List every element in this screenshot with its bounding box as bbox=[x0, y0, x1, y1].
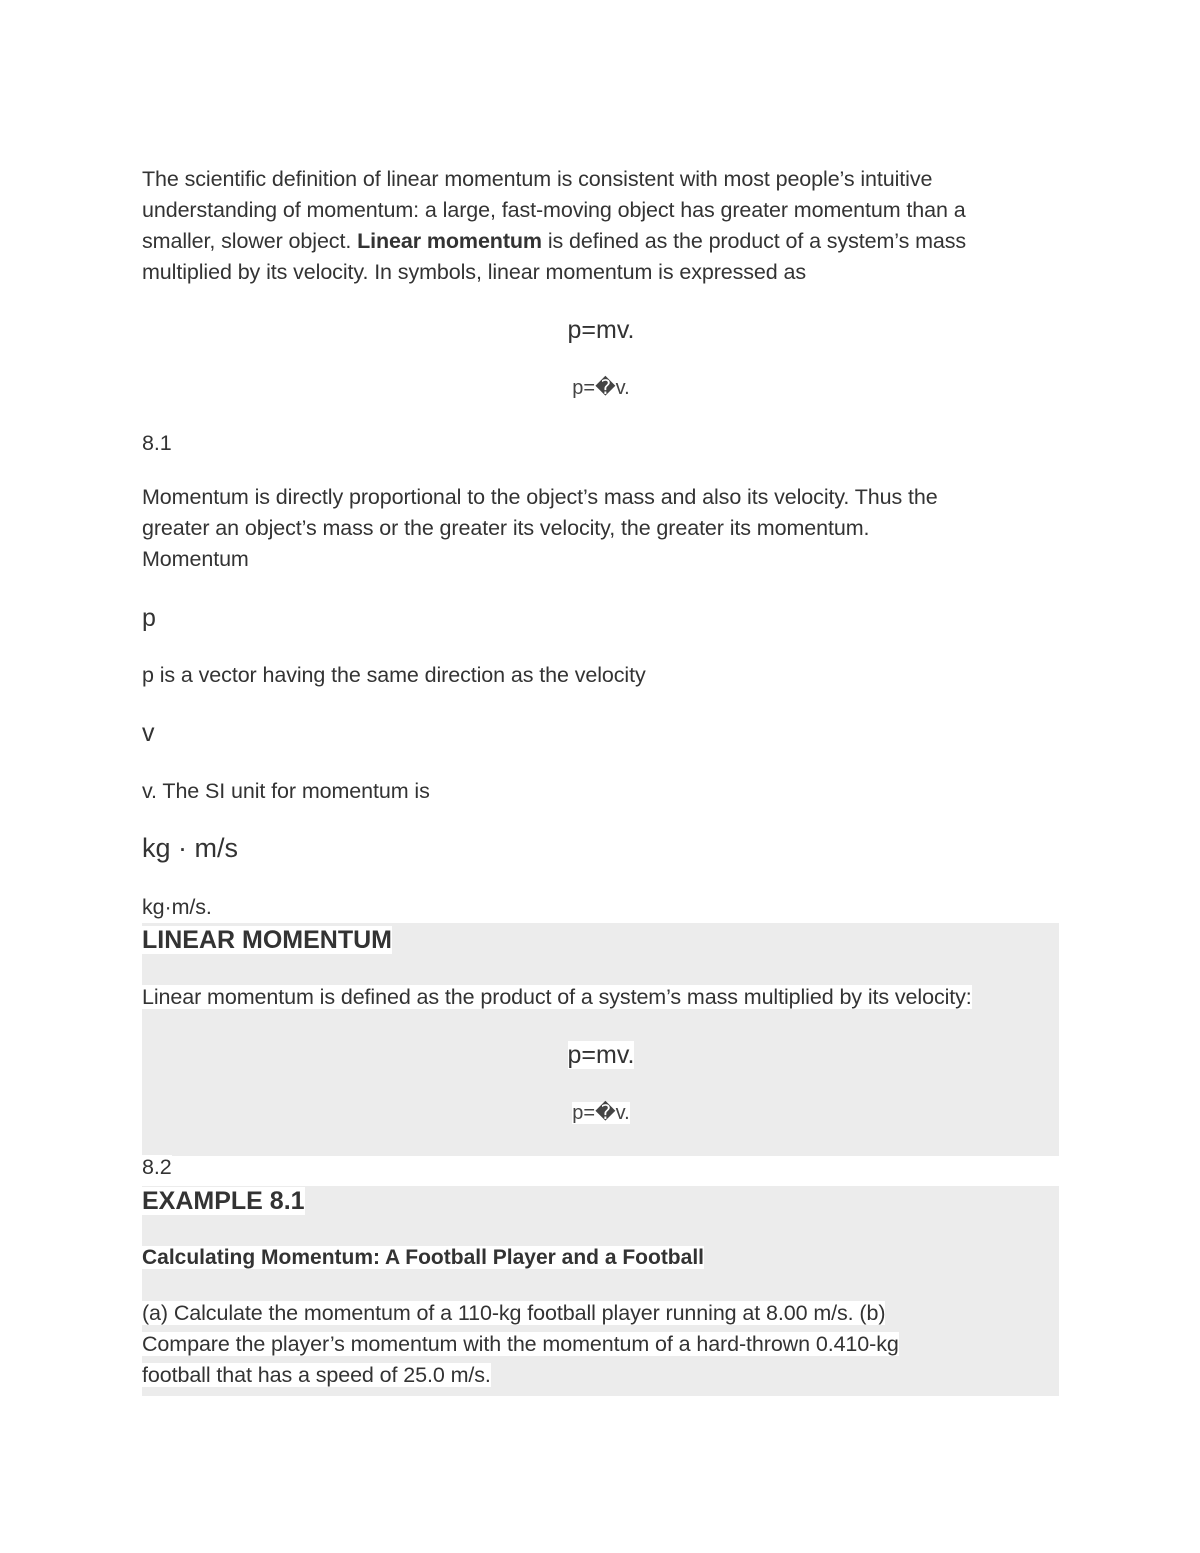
term-linear-momentum: Linear momentum bbox=[357, 229, 542, 253]
document-page bbox=[142, 0, 1060, 1553]
intro-line-3-start: smaller, slower object. bbox=[142, 229, 358, 253]
unit-text: kg·m/s. bbox=[142, 895, 212, 919]
intro-paragraph bbox=[142, 164, 966, 288]
box-equation-display-text: p=mv. bbox=[567, 1041, 635, 1069]
vector-text: p is a vector having the same direction as the velocity bbox=[142, 663, 646, 687]
example-line-3-text: football that has a speed of 25.0 m/s. bbox=[142, 1363, 491, 1387]
example-problem bbox=[142, 1298, 899, 1391]
box-heading-text: LINEAR MOMENTUM bbox=[142, 926, 392, 954]
box-heading bbox=[142, 925, 392, 955]
intro-line-2: understanding of momentum: a large, fast-moving object has greater momentum than a bbox=[142, 198, 966, 222]
example-subheading bbox=[142, 1243, 704, 1273]
momentum-line-3: Momentum bbox=[142, 547, 249, 571]
equation-display: p=mv. bbox=[567, 316, 635, 344]
box-definition-text: Linear momentum is defined as the product of a system’s mass multiplied by its velocity: bbox=[142, 985, 972, 1009]
symbol-p: p bbox=[142, 604, 156, 632]
equation-number: 8.1 bbox=[142, 431, 172, 455]
example-line-2-text: Compare the player’s momentum with the momentum of a hard-thrown 0.410-kg bbox=[142, 1332, 899, 1356]
box-equation-fallback bbox=[142, 1100, 1060, 1126]
box-equation-number-text: 8.2 bbox=[142, 1155, 172, 1179]
intro-line-1: The scientific definition of linear momentum is consistent with most people’s intuitive bbox=[142, 167, 933, 191]
symbol-v: v bbox=[142, 719, 155, 747]
intro-line-3-end: is defined as the product of a system’s mass bbox=[541, 229, 967, 253]
intro-line-3 bbox=[142, 226, 966, 257]
box-equation-display bbox=[142, 1040, 1060, 1070]
box-definition bbox=[142, 982, 972, 1013]
box-shade-equation bbox=[142, 1011, 1059, 1156]
example-heading bbox=[142, 1186, 305, 1216]
unit-display: kg · m/s bbox=[142, 833, 239, 863]
intro-line-4: multiplied by its velocity. In symbols, linear momentum is expressed as bbox=[142, 260, 807, 284]
example-line-3 bbox=[142, 1360, 899, 1391]
si-unit-text: v. The SI unit for momentum is bbox=[142, 779, 430, 803]
box-equation-number bbox=[142, 1152, 172, 1183]
momentum-line-2: greater an object’s mass or the greater its velocity, the greater its momentum. bbox=[142, 516, 870, 540]
equation-fallback: p=�v. bbox=[572, 377, 630, 399]
example-heading-text: EXAMPLE 8.1 bbox=[142, 1187, 305, 1215]
example-line-2 bbox=[142, 1329, 899, 1360]
example-line-1-text: (a) Calculate the momentum of a 110-kg football player running at 8.00 m/s. (b) bbox=[142, 1301, 886, 1325]
example-line-1 bbox=[142, 1298, 899, 1329]
box-equation-fallback-text: p=�v. bbox=[572, 1102, 630, 1124]
momentum-paragraph bbox=[142, 482, 938, 575]
example-subheading-text: Calculating Momentum: A Football Player and a Football bbox=[142, 1246, 704, 1269]
momentum-line-1: Momentum is directly proportional to the object’s mass and also its velocity. Thus the bbox=[142, 485, 938, 509]
